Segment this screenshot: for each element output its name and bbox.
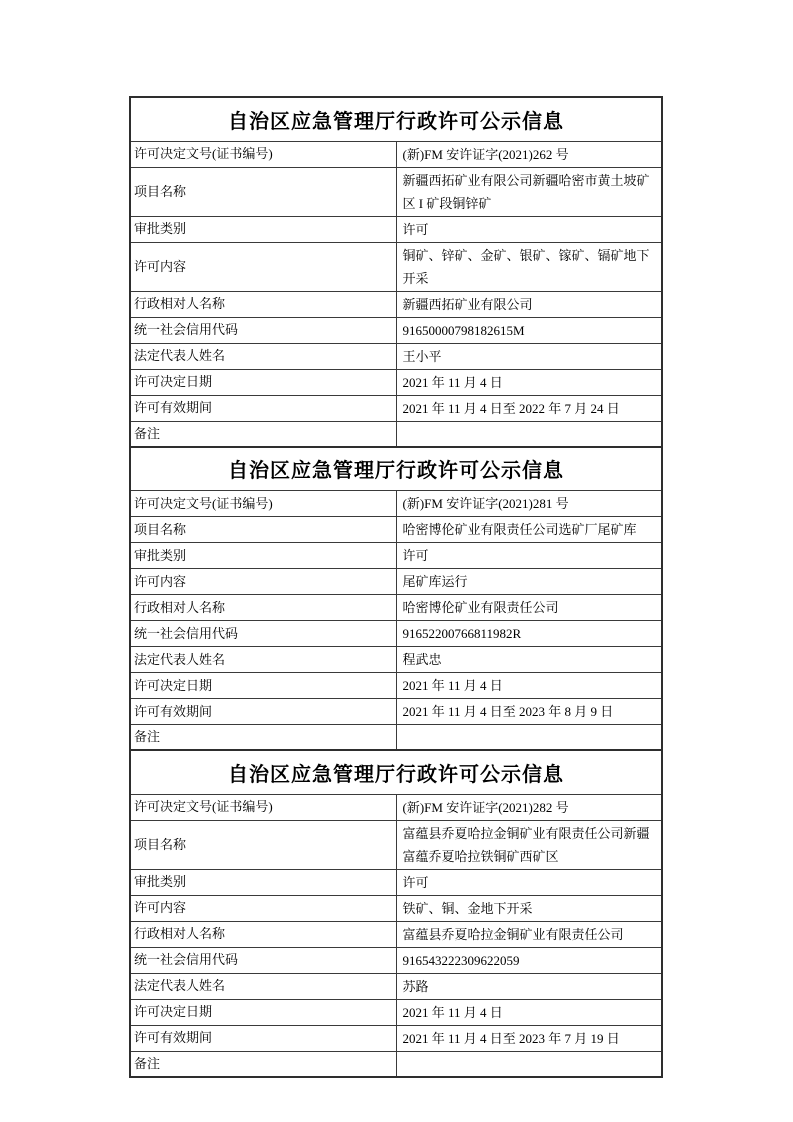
table-title: 自治区应急管理厅行政许可公示信息 [130,97,662,141]
table-row [130,343,662,369]
field-value-validity-period: 2021 年 11 月 4 日至 2023 年 7 月 19 日 [396,1025,662,1051]
field-label-approval-category: 审批类别 [130,869,396,895]
field-value-project-name: 富蕴县乔夏哈拉金铜矿业有限责任公司新疆富蕴乔夏哈拉铁铜矿西矿区 [396,820,662,869]
field-value-approval-category: 许可 [396,869,662,895]
field-label-license-content: 许可内容 [130,569,396,595]
field-value-decision-date: 2021 年 11 月 4 日 [396,369,662,395]
field-value-license-content: 尾矿库运行 [396,569,662,595]
field-value-license-number: (新)FM 安许证字(2021)282 号 [396,794,662,820]
license-table-3 [129,749,663,1078]
field-label-counterpart-name: 行政相对人名称 [130,291,396,317]
field-label-remarks: 备注 [130,421,396,447]
field-value-license-number: (新)FM 安许证字(2021)262 号 [396,141,662,167]
field-value-validity-period: 2021 年 11 月 4 日至 2022 年 7 月 24 日 [396,395,662,421]
table-row [130,794,662,820]
field-value-approval-category: 许可 [396,543,662,569]
title-row [130,97,662,141]
field-value-credit-code: 916543222309622059 [396,947,662,973]
field-label-legal-representative: 法定代表人姓名 [130,343,396,369]
field-value-validity-period: 2021 年 11 月 4 日至 2023 年 8 月 9 日 [396,699,662,725]
field-label-credit-code: 统一社会信用代码 [130,621,396,647]
field-label-validity-period: 许可有效期间 [130,395,396,421]
table-row [130,647,662,673]
table-row [130,167,662,216]
field-label-remarks: 备注 [130,1051,396,1077]
field-value-license-content: 铜矿、锌矿、金矿、银矿、镓矿、镉矿地下开采 [396,242,662,291]
field-value-credit-code: 91650000798182615M [396,317,662,343]
table-row [130,242,662,291]
field-label-counterpart-name: 行政相对人名称 [130,595,396,621]
table-row [130,947,662,973]
field-value-license-content: 铁矿、铜、金地下开采 [396,895,662,921]
table-row [130,725,662,751]
table-row [130,869,662,895]
title-row [130,750,662,794]
field-label-project-name: 项目名称 [130,167,396,216]
field-value-project-name: 新疆西拓矿业有限公司新疆哈密市黄土坡矿区 I 矿段铜锌矿 [396,167,662,216]
field-label-legal-representative: 法定代表人姓名 [130,973,396,999]
table-title: 自治区应急管理厅行政许可公示信息 [130,750,662,794]
field-value-project-name: 哈密博伦矿业有限责任公司选矿厂尾矿库 [396,517,662,543]
field-value-counterpart-name: 新疆西拓矿业有限公司 [396,291,662,317]
field-label-decision-date: 许可决定日期 [130,369,396,395]
field-label-approval-category: 审批类别 [130,543,396,569]
field-label-credit-code: 统一社会信用代码 [130,317,396,343]
field-value-credit-code: 91652200766811982R [396,621,662,647]
field-label-license-content: 许可内容 [130,242,396,291]
field-value-remarks [396,421,662,447]
license-table-2 [129,446,663,752]
field-label-project-name: 项目名称 [130,820,396,869]
table-row [130,621,662,647]
field-label-license-content: 许可内容 [130,895,396,921]
table-row [130,569,662,595]
field-value-decision-date: 2021 年 11 月 4 日 [396,999,662,1025]
table-row [130,973,662,999]
table-row [130,491,662,517]
field-label-decision-date: 许可决定日期 [130,673,396,699]
table-row [130,369,662,395]
table-row [130,699,662,725]
field-value-legal-representative: 王小平 [396,343,662,369]
field-value-decision-date: 2021 年 11 月 4 日 [396,673,662,699]
field-label-project-name: 项目名称 [130,517,396,543]
table-row [130,395,662,421]
field-value-remarks [396,1051,662,1077]
field-label-legal-representative: 法定代表人姓名 [130,647,396,673]
field-value-remarks [396,725,662,751]
field-value-counterpart-name: 富蕴县乔夏哈拉金铜矿业有限责任公司 [396,921,662,947]
field-label-license-number: 许可决定文号(证书编号) [130,491,396,517]
field-label-counterpart-name: 行政相对人名称 [130,921,396,947]
license-table-1 [129,96,663,448]
field-label-credit-code: 统一社会信用代码 [130,947,396,973]
table-row [130,673,662,699]
table-row [130,999,662,1025]
field-value-license-number: (新)FM 安许证字(2021)281 号 [396,491,662,517]
table-row [130,317,662,343]
title-row [130,447,662,491]
field-value-legal-representative: 苏路 [396,973,662,999]
table-row [130,820,662,869]
field-label-approval-category: 审批类别 [130,216,396,242]
table-row [130,141,662,167]
field-label-decision-date: 许可决定日期 [130,999,396,1025]
license-notices-container [129,96,663,1078]
table-row [130,291,662,317]
table-row [130,1051,662,1077]
field-value-legal-representative: 程武忠 [396,647,662,673]
field-label-validity-period: 许可有效期间 [130,699,396,725]
table-row [130,1025,662,1051]
table-row [130,216,662,242]
field-label-license-number: 许可决定文号(证书编号) [130,794,396,820]
table-row [130,421,662,447]
table-row [130,517,662,543]
table-row [130,921,662,947]
table-row [130,595,662,621]
field-label-license-number: 许可决定文号(证书编号) [130,141,396,167]
field-value-approval-category: 许可 [396,216,662,242]
table-row [130,543,662,569]
table-title: 自治区应急管理厅行政许可公示信息 [130,447,662,491]
field-label-validity-period: 许可有效期间 [130,1025,396,1051]
table-row [130,895,662,921]
field-value-counterpart-name: 哈密博伦矿业有限责任公司 [396,595,662,621]
field-label-remarks: 备注 [130,725,396,751]
